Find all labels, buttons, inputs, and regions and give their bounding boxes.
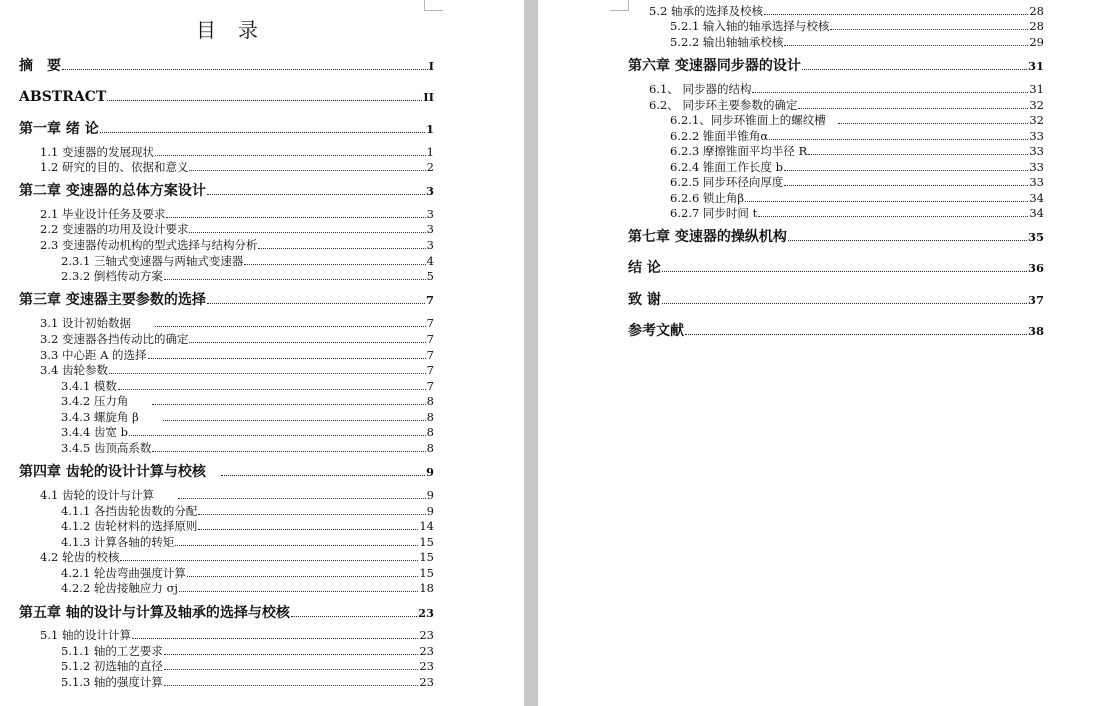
toc-entry-level2[interactable] bbox=[40, 240, 434, 252]
toc-entry-level2[interactable] bbox=[40, 490, 434, 502]
toc-entry-level3[interactable] bbox=[61, 427, 434, 439]
toc-entry-label: 6.2.7 同步时间 t bbox=[670, 206, 758, 220]
dot-leader bbox=[132, 638, 418, 639]
toc-entry-label: 4.2 轮齿的校核 bbox=[40, 550, 120, 564]
toc-page-number: 2 bbox=[426, 160, 434, 174]
toc-page-number: 14 bbox=[419, 519, 434, 533]
dot-leader bbox=[207, 194, 425, 195]
dot-leader bbox=[175, 545, 418, 546]
toc-entry-level1[interactable] bbox=[628, 59, 1044, 73]
dot-leader bbox=[685, 334, 1027, 335]
dot-leader bbox=[198, 529, 418, 530]
toc-entry-level2[interactable] bbox=[40, 630, 434, 642]
toc-page-number: 7 bbox=[426, 379, 434, 393]
toc-entry-label: 1.2 研究的目的、依据和意义 bbox=[40, 160, 189, 174]
dot-leader bbox=[163, 420, 426, 421]
toc-entry-label: 6.2.3 摩擦锥面平均半径 R bbox=[670, 144, 808, 158]
toc-entry-level3[interactable] bbox=[61, 396, 434, 408]
dot-leader bbox=[258, 248, 425, 249]
dot-leader bbox=[207, 303, 425, 304]
dot-leader bbox=[662, 271, 1027, 272]
dot-leader bbox=[769, 139, 1028, 140]
toc-page-number: 15 bbox=[419, 566, 434, 580]
toc-entry-level2[interactable] bbox=[40, 552, 434, 564]
toc-page-number: 38 bbox=[1027, 324, 1044, 338]
dot-leader bbox=[155, 326, 426, 327]
toc-entry-level2[interactable] bbox=[40, 350, 434, 362]
dot-leader bbox=[662, 303, 1027, 304]
dot-leader bbox=[120, 560, 418, 561]
toc-page-number: 3 bbox=[425, 184, 434, 198]
toc-page-number: 23 bbox=[419, 675, 434, 689]
dot-leader bbox=[164, 669, 418, 670]
toc-page-number: 9 bbox=[425, 465, 434, 479]
dot-leader bbox=[166, 217, 425, 218]
toc-page-number: 15 bbox=[419, 550, 434, 564]
toc-entry-label: 4.1.2 齿轮材料的选择原则 bbox=[61, 519, 198, 533]
toc-page-number: 34 bbox=[1029, 206, 1044, 220]
toc-entry-label: 致 谢 bbox=[628, 292, 661, 308]
toc-entry-label: 4.1.3 计算各轴的转矩 bbox=[61, 535, 175, 549]
dot-leader bbox=[118, 389, 426, 390]
toc-page-number: 31 bbox=[1029, 82, 1044, 96]
toc-entry-label: 3.2 变速器各挡传动比的确定 bbox=[40, 332, 189, 346]
toc-page-number: 37 bbox=[1027, 293, 1044, 307]
toc-entry-level1[interactable] bbox=[19, 606, 434, 620]
toc-entry-label: 4.1.1 各挡齿轮齿数的分配 bbox=[61, 504, 198, 518]
dot-leader bbox=[244, 264, 425, 265]
dot-leader bbox=[107, 100, 422, 101]
dot-leader bbox=[758, 216, 1028, 217]
dot-leader bbox=[189, 170, 425, 171]
toc-page-number: 36 bbox=[1027, 261, 1044, 275]
toc-page-number: 5 bbox=[426, 269, 434, 283]
toc-entry-label: 摘 要 bbox=[19, 58, 61, 74]
toc-entry-level2[interactable] bbox=[40, 209, 434, 221]
toc-entry-level3[interactable] bbox=[61, 271, 434, 283]
toc-entry-label: 3.1 设计初始数据 bbox=[40, 316, 154, 330]
toc-entry-level1[interactable] bbox=[628, 293, 1044, 307]
toc-entry-level2[interactable] bbox=[40, 318, 434, 330]
dot-leader bbox=[164, 654, 418, 655]
dot-leader bbox=[784, 45, 1028, 46]
dot-leader bbox=[808, 154, 1028, 155]
dot-leader bbox=[802, 69, 1027, 70]
toc-entry-label: 2.3.2 倒档传动方案 bbox=[61, 269, 163, 283]
toc-page-number: 7 bbox=[426, 348, 434, 362]
toc-entry-label: 3.4.1 模数 bbox=[61, 379, 117, 393]
toc-entry-level3[interactable] bbox=[61, 661, 434, 673]
toc-entry-level3[interactable] bbox=[670, 162, 1044, 174]
toc-page-number: 8 bbox=[426, 394, 434, 408]
dot-leader bbox=[109, 373, 426, 374]
toc-entry-label: 6.2、 同步环主要参数的确定 bbox=[649, 98, 798, 112]
toc-entry-level3[interactable] bbox=[670, 115, 1044, 127]
toc-page-number: 1 bbox=[425, 122, 434, 136]
toc-page-number: 33 bbox=[1029, 160, 1044, 174]
page-gap bbox=[524, 0, 538, 706]
toc-entry-level3[interactable] bbox=[61, 568, 434, 580]
dot-leader bbox=[164, 279, 426, 280]
toc-page-number: 15 bbox=[419, 535, 434, 549]
toc-entry-label: 2.2 变速器的功用及设计要求 bbox=[40, 222, 189, 236]
toc-page-number: 35 bbox=[1027, 230, 1044, 244]
toc-page-number: 33 bbox=[1029, 175, 1044, 189]
toc-page-number: 23 bbox=[419, 628, 434, 642]
toc-entry-label: 6.1、 同步器的结构 bbox=[649, 82, 752, 96]
toc-page-right bbox=[538, 0, 1095, 706]
toc-entry-label: 3.4.3 螺旋角 β bbox=[61, 410, 162, 424]
toc-entry-level1[interactable] bbox=[19, 90, 434, 104]
toc-page-number: 9 bbox=[426, 504, 434, 518]
toc-entry-label: 5.1 轴的设计计算 bbox=[40, 628, 131, 642]
toc-entry-label: 3.4.5 齿顶高系数 bbox=[61, 441, 152, 455]
toc-entry-level2[interactable] bbox=[40, 162, 434, 174]
toc-entry-label: 6.2.4 锥面工作长度 b bbox=[670, 160, 783, 174]
toc-entry-level1[interactable] bbox=[628, 261, 1044, 275]
toc-entry-label: 2.3 变速器传动机构的型式选择与结构分析 bbox=[40, 238, 258, 252]
toc-page-number: 29 bbox=[1029, 35, 1044, 49]
dot-leader bbox=[129, 435, 426, 436]
toc-entry-level2[interactable] bbox=[40, 365, 434, 377]
toc-page-number: 9 bbox=[426, 488, 434, 502]
toc-page-number: 23 bbox=[419, 659, 434, 673]
toc-entry-label: 5.2 轴承的选择及校核 bbox=[649, 4, 763, 18]
toc-entry-level2[interactable] bbox=[40, 334, 434, 346]
toc-page-number: I bbox=[428, 59, 434, 73]
toc-entry-label: 第四章 齿轮的设计计算与校核 bbox=[19, 464, 220, 480]
toc-entry-level1[interactable] bbox=[19, 122, 434, 136]
toc-page-number: 1 bbox=[426, 145, 434, 159]
toc-entry-label: 5.2.1 输入轴的轴承选择与校核 bbox=[670, 19, 830, 33]
toc-entry-label: 4.1 齿轮的设计与计算 bbox=[40, 488, 177, 502]
toc-page-number: 34 bbox=[1029, 191, 1044, 205]
toc-entry-label: 第五章 轴的设计与计算及轴承的选择与校核 bbox=[19, 605, 290, 621]
toc-entry-label: 3.4 齿轮参数 bbox=[40, 363, 108, 377]
toc-page-number: 32 bbox=[1029, 113, 1044, 127]
dot-leader bbox=[152, 404, 425, 405]
dot-leader bbox=[788, 240, 1027, 241]
toc-page-number: 31 bbox=[1027, 59, 1044, 73]
toc-entry-label: 3.3 中心距 A 的选择 bbox=[40, 348, 147, 362]
toc-entry-level3[interactable] bbox=[670, 208, 1044, 220]
toc-entry-level3[interactable] bbox=[61, 506, 434, 518]
toc-entry-label: 6.2.5 同步环径向厚度 bbox=[670, 175, 784, 189]
dot-leader bbox=[187, 576, 418, 577]
toc-page-number: 32 bbox=[1029, 98, 1044, 112]
toc-entry-level3[interactable] bbox=[61, 381, 434, 393]
toc-entry-label: 6.2.2 锥面半锥角α bbox=[670, 129, 769, 143]
toc-entry-label: 5.1.2 初选轴的直径 bbox=[61, 659, 163, 673]
toc-entry-label: 4.2.2 轮齿接触应力 σj bbox=[61, 581, 178, 595]
toc-entry-label: 3.4.4 齿宽 b bbox=[61, 425, 128, 439]
toc-entry-level3[interactable] bbox=[61, 412, 434, 424]
toc-entry-level2[interactable] bbox=[649, 6, 1044, 18]
toc-entry-label: 5.1.3 轴的强度计算 bbox=[61, 675, 163, 689]
toc-entry-level3[interactable] bbox=[61, 537, 434, 549]
toc-entry-label: 结 论 bbox=[628, 260, 661, 276]
dot-leader bbox=[152, 451, 425, 452]
dot-leader bbox=[798, 108, 1028, 109]
dot-leader bbox=[198, 514, 425, 515]
toc-entry-level3[interactable] bbox=[61, 677, 434, 689]
toc-entry-level3[interactable] bbox=[61, 443, 434, 455]
toc-entry-level3[interactable] bbox=[61, 521, 434, 533]
dot-leader bbox=[838, 123, 1028, 124]
dot-leader bbox=[291, 616, 417, 617]
toc-entry-label: 第六章 变速器同步器的设计 bbox=[628, 58, 801, 74]
dot-leader bbox=[62, 69, 428, 70]
dot-leader bbox=[830, 29, 1028, 30]
toc-entry-level3[interactable] bbox=[670, 131, 1044, 143]
toc-entry-level2[interactable] bbox=[40, 224, 434, 236]
dot-leader bbox=[164, 685, 418, 686]
toc-page-number: 8 bbox=[426, 441, 434, 455]
dot-leader bbox=[752, 92, 1028, 93]
toc-entry-label: 1.1 变速器的发展现状 bbox=[40, 145, 154, 159]
toc-page-number: 3 bbox=[426, 238, 434, 252]
toc-entry-label: 第二章 变速器的总体方案设计 bbox=[19, 183, 206, 199]
toc-entry-level3[interactable] bbox=[670, 21, 1044, 33]
toc-entry-label: 3.4.2 压力角 bbox=[61, 394, 152, 408]
toc-entry-level3[interactable] bbox=[61, 583, 434, 595]
toc-title: 目 录 bbox=[196, 18, 259, 42]
dot-leader bbox=[189, 232, 425, 233]
dot-leader bbox=[221, 475, 425, 476]
toc-page-number: 33 bbox=[1029, 144, 1044, 158]
toc-entry-level1[interactable] bbox=[19, 184, 434, 198]
toc-entry-level2[interactable] bbox=[649, 100, 1044, 112]
toc-entry-level2[interactable] bbox=[649, 84, 1044, 96]
toc-entry-label: 第一章 绪 论 bbox=[19, 121, 99, 137]
toc-entry-label: 第三章 变速器主要参数的选择 bbox=[19, 292, 206, 308]
toc-entry-label: 参考文献 bbox=[628, 323, 684, 339]
toc-page-number: 28 bbox=[1029, 19, 1044, 33]
toc-page-number: 7 bbox=[425, 293, 434, 307]
toc-entry-label: 6.2.6 锁止角β bbox=[670, 191, 745, 205]
toc-page-number: 23 bbox=[417, 606, 434, 620]
dot-leader bbox=[178, 498, 426, 499]
toc-entry-level3[interactable] bbox=[670, 177, 1044, 189]
toc-entry-level1[interactable] bbox=[19, 59, 434, 73]
toc-page-number: 8 bbox=[426, 425, 434, 439]
toc-page-number: 18 bbox=[419, 581, 434, 595]
toc-entry-level2[interactable] bbox=[40, 147, 434, 159]
toc-entry-label: 5.1.1 轴的工艺要求 bbox=[61, 644, 163, 658]
toc-entry-level1[interactable] bbox=[19, 465, 434, 479]
dot-leader bbox=[745, 201, 1028, 202]
dot-leader bbox=[784, 170, 1028, 171]
toc-entry-level3[interactable] bbox=[670, 37, 1044, 49]
toc-entry-label: 第七章 变速器的操纵机构 bbox=[628, 229, 787, 245]
toc-entry-label: 2.1 毕业设计任务及要求 bbox=[40, 207, 166, 221]
toc-page-number: 23 bbox=[419, 644, 434, 658]
toc-page-number: 4 bbox=[426, 254, 434, 268]
toc-entry-level3[interactable] bbox=[670, 193, 1044, 205]
dot-leader bbox=[148, 358, 426, 359]
toc-entry-level1[interactable] bbox=[628, 230, 1044, 244]
toc-entry-label: 6.2.1、同步环锥面上的螺纹槽 bbox=[670, 113, 838, 127]
toc-page-number: 33 bbox=[1029, 129, 1044, 143]
toc-page-number: 7 bbox=[426, 363, 434, 377]
dot-leader bbox=[179, 591, 418, 592]
toc-page-number: 28 bbox=[1029, 4, 1044, 18]
toc-entry-label: 4.2.1 轮齿弯曲强度计算 bbox=[61, 566, 186, 580]
dot-leader bbox=[784, 185, 1028, 186]
toc-entry-level1[interactable] bbox=[628, 324, 1044, 338]
toc-entry-level3[interactable] bbox=[61, 256, 434, 268]
toc-page-number: 7 bbox=[426, 332, 434, 346]
toc-page-number: 3 bbox=[426, 207, 434, 221]
toc-page-number: 8 bbox=[426, 410, 434, 424]
toc-entry-label: 2.3.1 三轴式变速器与两轴式变速器 bbox=[61, 254, 244, 268]
toc-entry-level3[interactable] bbox=[670, 146, 1044, 158]
crop-mark bbox=[610, 0, 629, 11]
toc-page-number: II bbox=[423, 90, 434, 104]
toc-entry-label: 5.2.2 输出轴轴承校核 bbox=[670, 35, 784, 49]
toc-entry-level3[interactable] bbox=[61, 646, 434, 658]
toc-page-left bbox=[0, 0, 452, 706]
toc-entry-level1[interactable] bbox=[19, 293, 434, 307]
crop-mark bbox=[424, 0, 443, 11]
toc-page-number: 7 bbox=[426, 316, 434, 330]
toc-page-number: 3 bbox=[426, 222, 434, 236]
toc-entry-label: ABSTRACT bbox=[19, 89, 107, 105]
dot-leader bbox=[100, 132, 425, 133]
dot-leader bbox=[764, 14, 1028, 15]
dot-leader bbox=[155, 155, 426, 156]
dot-leader bbox=[189, 342, 425, 343]
